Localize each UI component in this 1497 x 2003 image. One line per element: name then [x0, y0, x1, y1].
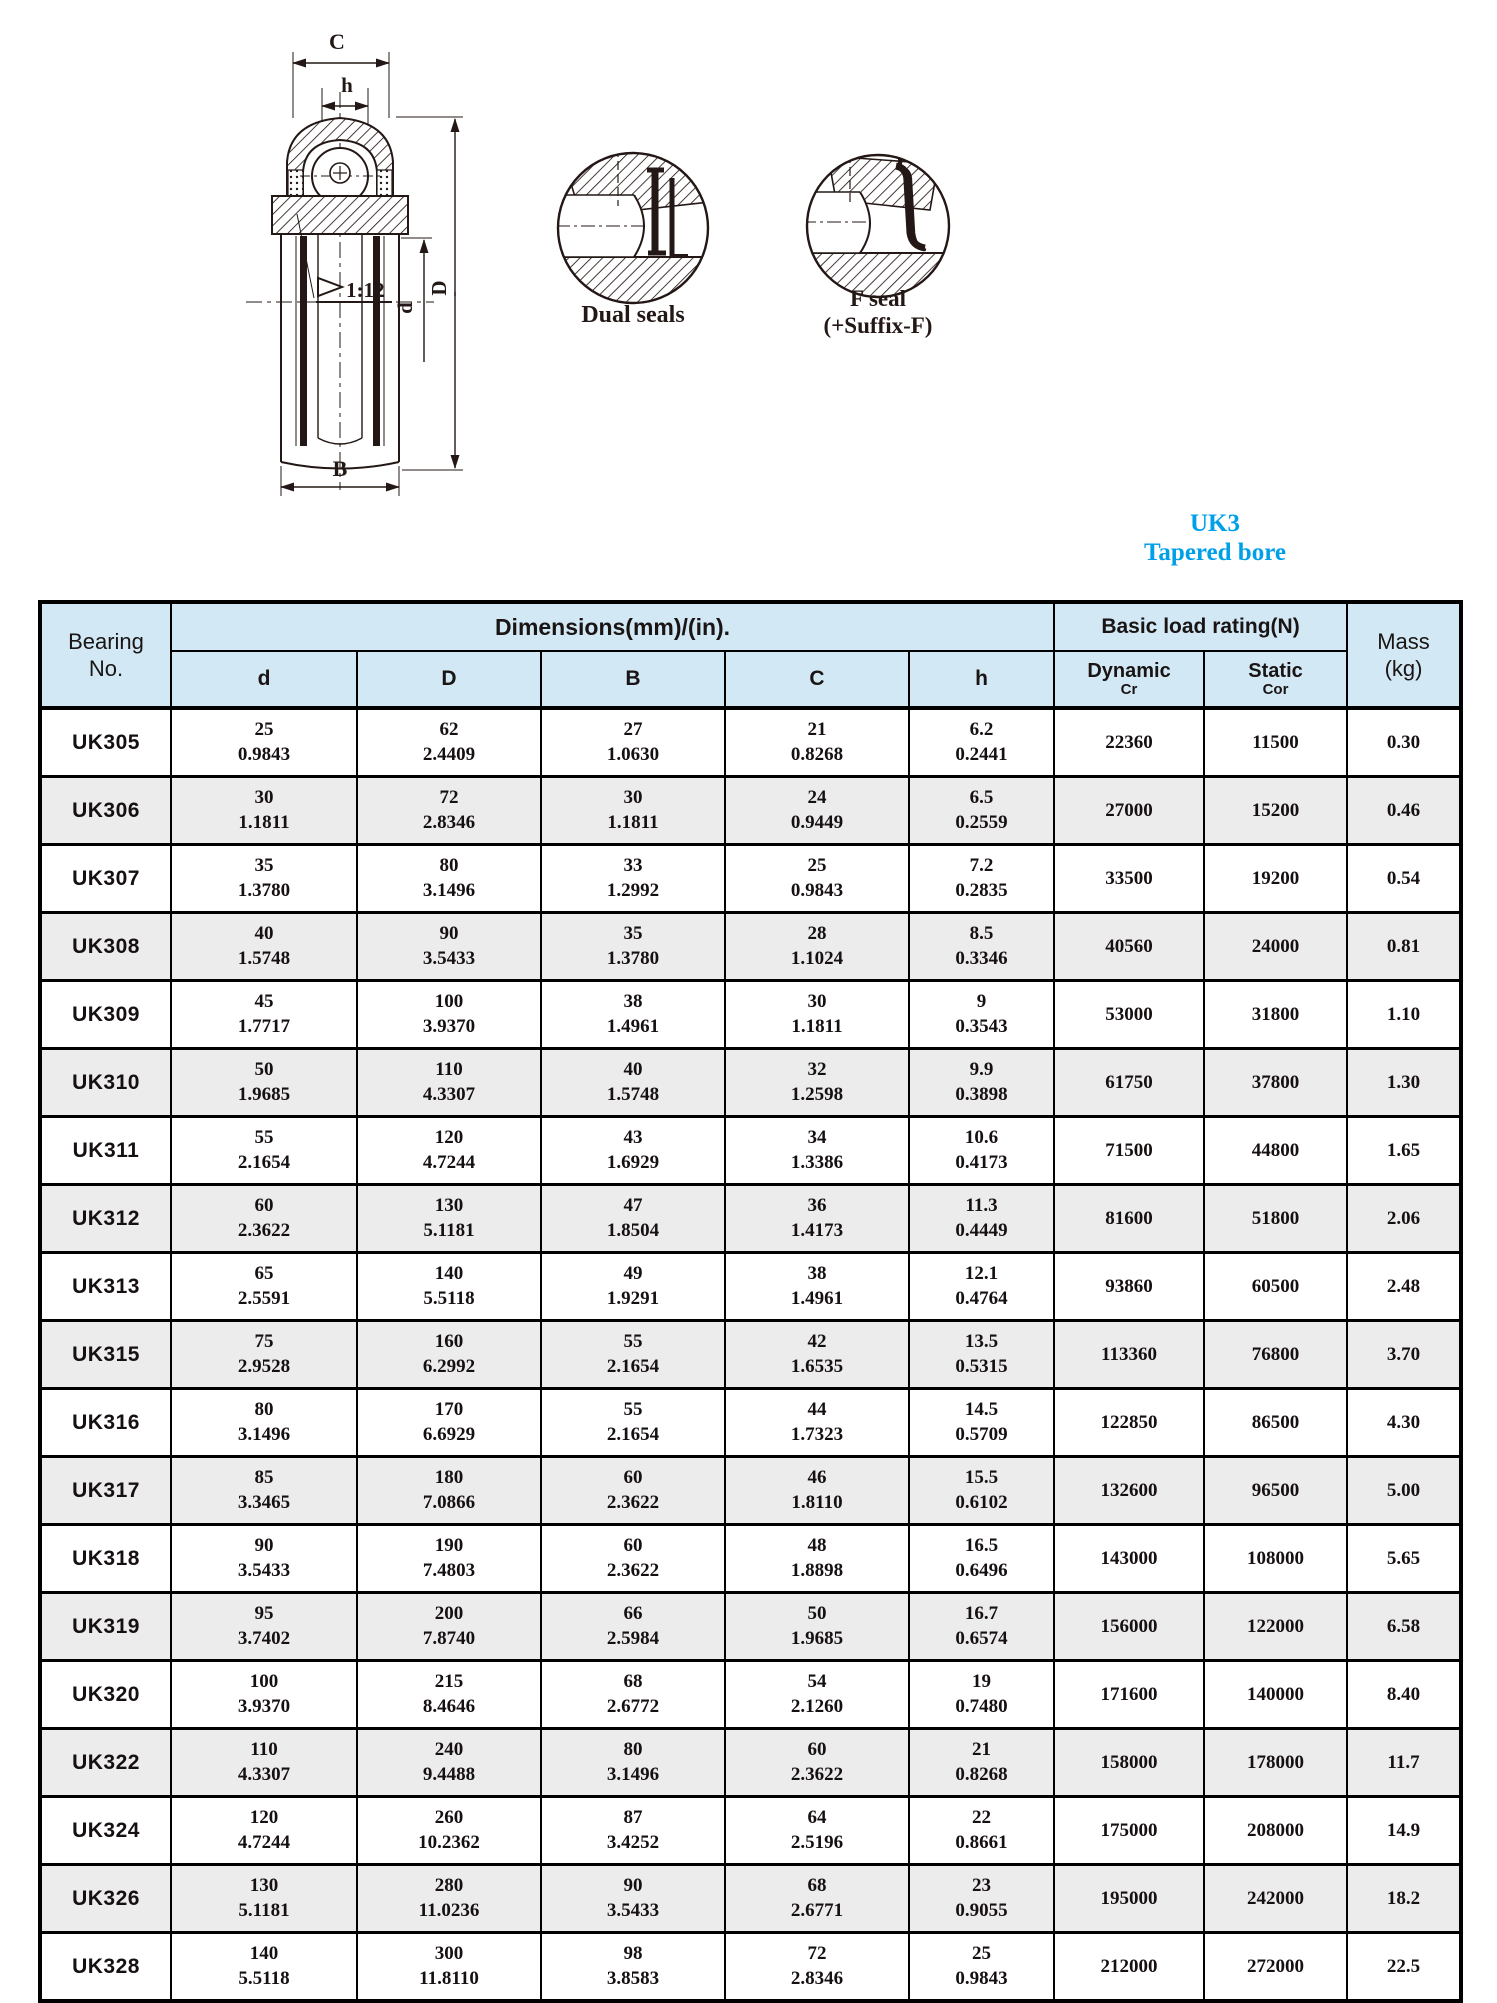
table-body	[40, 708, 1461, 2001]
dim-C-cell: 44 1.7323	[725, 1389, 909, 1457]
dynamic-cr-cell: 113360	[1054, 1321, 1204, 1389]
dim-B-cell: 30 1.1811	[541, 777, 725, 845]
static-cor-cell: 242000	[1204, 1865, 1347, 1933]
dim-D-cell: 72 2.8346	[357, 777, 541, 845]
static-cor-cell: 108000	[1204, 1525, 1347, 1593]
dim-d-cell: 100 3.9370	[171, 1661, 357, 1729]
header-static-line2: Cor	[1262, 680, 1289, 698]
mass-cell: 0.54	[1347, 845, 1461, 913]
dim-D-cell: 110 4.3307	[357, 1049, 541, 1117]
mass-cell: 14.9	[1347, 1797, 1461, 1865]
bearing-spec-table-container	[38, 600, 1459, 2003]
bearing-no-cell: UK306	[40, 777, 171, 845]
bearing-no-cell: UK307	[40, 845, 171, 913]
static-cor-cell: 37800	[1204, 1049, 1347, 1117]
dim-D-cell: 180 7.0866	[357, 1457, 541, 1525]
bearing-no-cell: UK309	[40, 981, 171, 1049]
dim-h-cell: 9 0.3543	[909, 981, 1054, 1049]
bearing-no-cell: UK315	[40, 1321, 171, 1389]
bearing-no-cell: UK320	[40, 1661, 171, 1729]
table-row-UK317	[40, 1457, 1461, 1525]
bearing-no-cell: UK308	[40, 913, 171, 981]
dim-h-cell: 6.2 0.2441	[909, 708, 1054, 777]
header-dimensions-group: Dimensions(mm)/(in).	[171, 602, 1054, 651]
dynamic-cr-cell: 33500	[1054, 845, 1204, 913]
bearing-no-cell: UK318	[40, 1525, 171, 1593]
dim-h-cell: 21 0.8268	[909, 1729, 1054, 1797]
dynamic-cr-cell: 61750	[1054, 1049, 1204, 1117]
dim-C-cell: 60 2.3622	[725, 1729, 909, 1797]
dim-B-cell: 47 1.8504	[541, 1185, 725, 1253]
dim-D-cell: 170 6.6929	[357, 1389, 541, 1457]
dim-h-cell: 8.5 0.3346	[909, 913, 1054, 981]
dim-D-cell: 190 7.4803	[357, 1525, 541, 1593]
dynamic-cr-cell: 143000	[1054, 1525, 1204, 1593]
bearing-no-cell: UK305	[40, 708, 171, 777]
dim-B-cell: 66 2.5984	[541, 1593, 725, 1661]
header-load-group: Basic load rating(N)	[1054, 602, 1347, 651]
dim-D-cell: 120 4.7244	[357, 1117, 541, 1185]
dim-d-cell: 110 4.3307	[171, 1729, 357, 1797]
mass-cell: 3.70	[1347, 1321, 1461, 1389]
table-row-UK306	[40, 777, 1461, 845]
dim-D-label: D	[427, 280, 451, 296]
dim-h-cell: 19 0.7480	[909, 1661, 1054, 1729]
dim-h-cell: 14.5 0.5709	[909, 1389, 1054, 1457]
dim-B-cell: 68 2.6772	[541, 1661, 725, 1729]
header-mass	[1347, 602, 1461, 708]
table-row-UK322	[40, 1729, 1461, 1797]
technical-drawing	[0, 0, 1497, 596]
dim-D-cell: 62 2.4409	[357, 708, 541, 777]
dim-d-label: d	[393, 302, 417, 314]
table-row-UK312	[40, 1185, 1461, 1253]
mass-cell: 8.40	[1347, 1661, 1461, 1729]
static-cor-cell: 122000	[1204, 1593, 1347, 1661]
table-row-UK311	[40, 1117, 1461, 1185]
dim-C-cell: 68 2.6771	[725, 1865, 909, 1933]
taper-ratio-label: 1:12	[346, 278, 385, 302]
dim-B-cell: 60 2.3622	[541, 1525, 725, 1593]
dim-C-cell: 30 1.1811	[725, 981, 909, 1049]
dim-C-cell: 50 1.9685	[725, 1593, 909, 1661]
dim-C-cell: 38 1.4961	[725, 1253, 909, 1321]
dim-d-cell: 60 2.3622	[171, 1185, 357, 1253]
dim-B-label: B	[332, 456, 348, 481]
dynamic-cr-cell: 156000	[1054, 1593, 1204, 1661]
dim-d-cell: 85 3.3465	[171, 1457, 357, 1525]
dim-D-cell: 100 3.9370	[357, 981, 541, 1049]
dim-C-cell: 34 1.3386	[725, 1117, 909, 1185]
dim-h-cell: 16.7 0.6574	[909, 1593, 1054, 1661]
bearing-no-cell: UK328	[40, 1933, 171, 2002]
mass-cell: 5.00	[1347, 1457, 1461, 1525]
dim-h-cell: 22 0.8661	[909, 1797, 1054, 1865]
seal-block-right	[377, 170, 392, 196]
static-cor-cell: 96500	[1204, 1457, 1347, 1525]
dim-B-cell: 49 1.9291	[541, 1253, 725, 1321]
table-row-UK316	[40, 1389, 1461, 1457]
bearing-cross-section	[246, 29, 463, 496]
dim-B-cell: 40 1.5748	[541, 1049, 725, 1117]
table-row-UK320	[40, 1661, 1461, 1729]
table-row-UK305	[40, 708, 1461, 777]
seal-block-left	[288, 170, 303, 196]
dim-d-cell: 130 5.1181	[171, 1865, 357, 1933]
dim-C-cell: 42 1.6535	[725, 1321, 909, 1389]
bearing-no-cell: UK311	[40, 1117, 171, 1185]
mass-cell: 11.7	[1347, 1729, 1461, 1797]
dim-D-cell: 215 8.4646	[357, 1661, 541, 1729]
dim-h-cell: 9.9 0.3898	[909, 1049, 1054, 1117]
dim-D-cell: 90 3.5433	[357, 913, 541, 981]
mass-cell: 0.81	[1347, 913, 1461, 981]
series-label-group	[1144, 510, 1286, 566]
header-mass-line2: (kg)	[1384, 656, 1423, 681]
dim-h-cell: 7.2 0.2835	[909, 845, 1054, 913]
static-cor-cell: 15200	[1204, 777, 1347, 845]
dynamic-cr-cell: 175000	[1054, 1797, 1204, 1865]
mass-cell: 6.58	[1347, 1593, 1461, 1661]
dim-d-cell: 35 1.3780	[171, 845, 357, 913]
bearing-no-cell: UK326	[40, 1865, 171, 1933]
sleeve-flange	[272, 196, 408, 234]
mass-cell: 5.65	[1347, 1525, 1461, 1593]
dim-C-cell: 36 1.4173	[725, 1185, 909, 1253]
mass-cell: 1.30	[1347, 1049, 1461, 1117]
dim-B-cell: 98 3.8583	[541, 1933, 725, 2002]
mass-cell: 2.48	[1347, 1253, 1461, 1321]
bearing-no-cell: UK319	[40, 1593, 171, 1661]
mass-cell: 2.06	[1347, 1185, 1461, 1253]
table-row-UK328	[40, 1933, 1461, 2002]
dim-d-cell: 30 1.1811	[171, 777, 357, 845]
dim-D-cell: 130 5.1181	[357, 1185, 541, 1253]
dim-B-cell: 55 2.1654	[541, 1389, 725, 1457]
mass-cell: 22.5	[1347, 1933, 1461, 2002]
series-code-label: UK3	[1190, 510, 1240, 537]
mass-cell: 1.65	[1347, 1117, 1461, 1185]
dim-h-cell: 6.5 0.2559	[909, 777, 1054, 845]
table-row-UK319	[40, 1593, 1461, 1661]
static-cor-cell: 51800	[1204, 1185, 1347, 1253]
bearing-no-cell: UK322	[40, 1729, 171, 1797]
dim-h-cell: 16.5 0.6496	[909, 1525, 1054, 1593]
dim-C-cell: 21 0.8268	[725, 708, 909, 777]
bearing-no-cell: UK316	[40, 1389, 171, 1457]
mass-cell: 0.30	[1347, 708, 1461, 777]
dynamic-cr-cell: 81600	[1054, 1185, 1204, 1253]
dim-d-cell: 140 5.5118	[171, 1933, 357, 2002]
header-static-line1: Static	[1248, 659, 1303, 682]
table-row-UK308	[40, 913, 1461, 981]
static-cor-cell: 76800	[1204, 1321, 1347, 1389]
dim-C-cell: 48 1.8898	[725, 1525, 909, 1593]
header-bearing-line1: Bearing	[68, 628, 144, 654]
table-row-UK326	[40, 1865, 1461, 1933]
dim-h-label: h	[341, 73, 353, 97]
dim-d-cell: 25 0.9843	[171, 708, 357, 777]
dim-D-cell: 160 6.2992	[357, 1321, 541, 1389]
table-row-UK324	[40, 1797, 1461, 1865]
table-header	[40, 602, 1461, 708]
dim-h-cell: 11.3 0.4449	[909, 1185, 1054, 1253]
header-col-D: D	[357, 651, 541, 708]
dim-C-cell: 54 2.1260	[725, 1661, 909, 1729]
dynamic-cr-cell: 53000	[1054, 981, 1204, 1049]
f-seal-detail	[802, 152, 952, 338]
dim-h-cell: 23 0.9055	[909, 1865, 1054, 1933]
static-cor-cell: 60500	[1204, 1253, 1347, 1321]
dim-B-cell: 33 1.2992	[541, 845, 725, 913]
dynamic-cr-cell: 122850	[1054, 1389, 1204, 1457]
dim-d-cell: 45 1.7717	[171, 981, 357, 1049]
dim-C-cell: 46 1.8110	[725, 1457, 909, 1525]
dim-B-cell: 60 2.3622	[541, 1457, 725, 1525]
dim-d-cell: 120 4.7244	[171, 1797, 357, 1865]
header-bearing-no	[40, 602, 171, 708]
dynamic-cr-cell: 132600	[1054, 1457, 1204, 1525]
bearing-spec-table	[38, 600, 1463, 2003]
static-cor-cell: 272000	[1204, 1933, 1347, 2002]
table-row-UK309	[40, 981, 1461, 1049]
dim-C-cell: 72 2.8346	[725, 1933, 909, 2002]
bearing-no-cell: UK317	[40, 1457, 171, 1525]
static-cor-cell: 140000	[1204, 1661, 1347, 1729]
header-col-static	[1204, 651, 1347, 708]
dynamic-cr-cell: 212000	[1054, 1933, 1204, 2002]
dim-D-cell: 200 7.8740	[357, 1593, 541, 1661]
header-dynamic-line1: Dynamic	[1087, 659, 1171, 682]
dynamic-cr-cell: 40560	[1054, 913, 1204, 981]
header-col-dynamic	[1054, 651, 1204, 708]
dim-B-cell: 43 1.6929	[541, 1117, 725, 1185]
header-bearing-line2: No.	[88, 656, 124, 681]
dim-B-cell: 38 1.4961	[541, 981, 725, 1049]
dim-D-cell: 140 5.5118	[357, 1253, 541, 1321]
header-dynamic-line2: Cr	[1120, 680, 1138, 698]
dim-D-cell: 80 3.1496	[357, 845, 541, 913]
dim-h-cell: 13.5 0.5315	[909, 1321, 1054, 1389]
dim-B-cell: 80 3.1496	[541, 1729, 725, 1797]
dim-D-cell: 240 9.4488	[357, 1729, 541, 1797]
table-row-UK315	[40, 1321, 1461, 1389]
dim-C-cell: 64 2.5196	[725, 1797, 909, 1865]
mass-cell: 0.46	[1347, 777, 1461, 845]
dynamic-cr-cell: 93860	[1054, 1253, 1204, 1321]
header-col-C: C	[725, 651, 909, 708]
bearing-no-cell: UK312	[40, 1185, 171, 1253]
dual-seals-detail	[556, 146, 712, 328]
static-cor-cell: 11500	[1204, 708, 1347, 777]
dim-C-cell: 32 1.2598	[725, 1049, 909, 1117]
static-cor-cell: 19200	[1204, 845, 1347, 913]
dim-d-cell: 95 3.7402	[171, 1593, 357, 1661]
dim-h-cell: 12.1 0.4764	[909, 1253, 1054, 1321]
table-row-UK318	[40, 1525, 1461, 1593]
table-row-UK310	[40, 1049, 1461, 1117]
header-mass-line1: Mass	[1377, 628, 1430, 654]
header-col-d: d	[171, 651, 357, 708]
bearing-no-cell: UK313	[40, 1253, 171, 1321]
dim-D-cell: 260 10.2362	[357, 1797, 541, 1865]
dynamic-cr-cell: 171600	[1054, 1661, 1204, 1729]
static-cor-cell: 31800	[1204, 981, 1347, 1049]
dim-d-cell: 90 3.5433	[171, 1525, 357, 1593]
dim-C-cell: 25 0.9843	[725, 845, 909, 913]
dim-D-cell: 300 11.8110	[357, 1933, 541, 2002]
dim-d-cell: 75 2.9528	[171, 1321, 357, 1389]
dynamic-cr-cell: 158000	[1054, 1729, 1204, 1797]
table-row-UK307	[40, 845, 1461, 913]
dim-D	[396, 117, 463, 470]
static-cor-cell: 178000	[1204, 1729, 1347, 1797]
static-cor-cell: 208000	[1204, 1797, 1347, 1865]
f-seal-label-line1: F seal	[850, 286, 906, 311]
mass-cell: 4.30	[1347, 1389, 1461, 1457]
dynamic-cr-cell: 27000	[1054, 777, 1204, 845]
dim-B-cell: 35 1.3780	[541, 913, 725, 981]
dim-C-label: C	[329, 29, 345, 54]
bearing-no-cell: UK324	[40, 1797, 171, 1865]
dim-B-cell: 87 3.4252	[541, 1797, 725, 1865]
f-seal-label-line2: (+Suffix-F)	[823, 313, 933, 338]
dim-h-cell: 25 0.9843	[909, 1933, 1054, 2002]
dynamic-cr-cell: 71500	[1054, 1117, 1204, 1185]
dim-d-cell: 40 1.5748	[171, 913, 357, 981]
dim-d-cell: 50 1.9685	[171, 1049, 357, 1117]
static-cor-cell: 86500	[1204, 1389, 1347, 1457]
static-cor-cell: 44800	[1204, 1117, 1347, 1185]
series-bore-label: Tapered bore	[1144, 539, 1286, 566]
dim-d-cell: 80 3.1496	[171, 1389, 357, 1457]
mass-cell: 18.2	[1347, 1865, 1461, 1933]
mass-cell: 1.10	[1347, 981, 1461, 1049]
dynamic-cr-cell: 22360	[1054, 708, 1204, 777]
dim-d-cell: 65 2.5591	[171, 1253, 357, 1321]
dual-seals-label: Dual seals	[581, 302, 685, 328]
dim-B-cell: 27 1.0630	[541, 708, 725, 777]
header-col-h: h	[909, 651, 1054, 708]
dim-B-cell: 90 3.5433	[541, 1865, 725, 1933]
dim-C-cell: 24 0.9449	[725, 777, 909, 845]
header-col-B: B	[541, 651, 725, 708]
dim-d-cell: 55 2.1654	[171, 1117, 357, 1185]
dim-D-cell: 280 11.0236	[357, 1865, 541, 1933]
dim-h-cell: 15.5 0.6102	[909, 1457, 1054, 1525]
bearing-no-cell: UK310	[40, 1049, 171, 1117]
dim-B-cell: 55 2.1654	[541, 1321, 725, 1389]
dim-C-cell: 28 1.1024	[725, 913, 909, 981]
table-row-UK313	[40, 1253, 1461, 1321]
dynamic-cr-cell: 195000	[1054, 1865, 1204, 1933]
dim-h-cell: 10.6 0.4173	[909, 1117, 1054, 1185]
static-cor-cell: 24000	[1204, 913, 1347, 981]
